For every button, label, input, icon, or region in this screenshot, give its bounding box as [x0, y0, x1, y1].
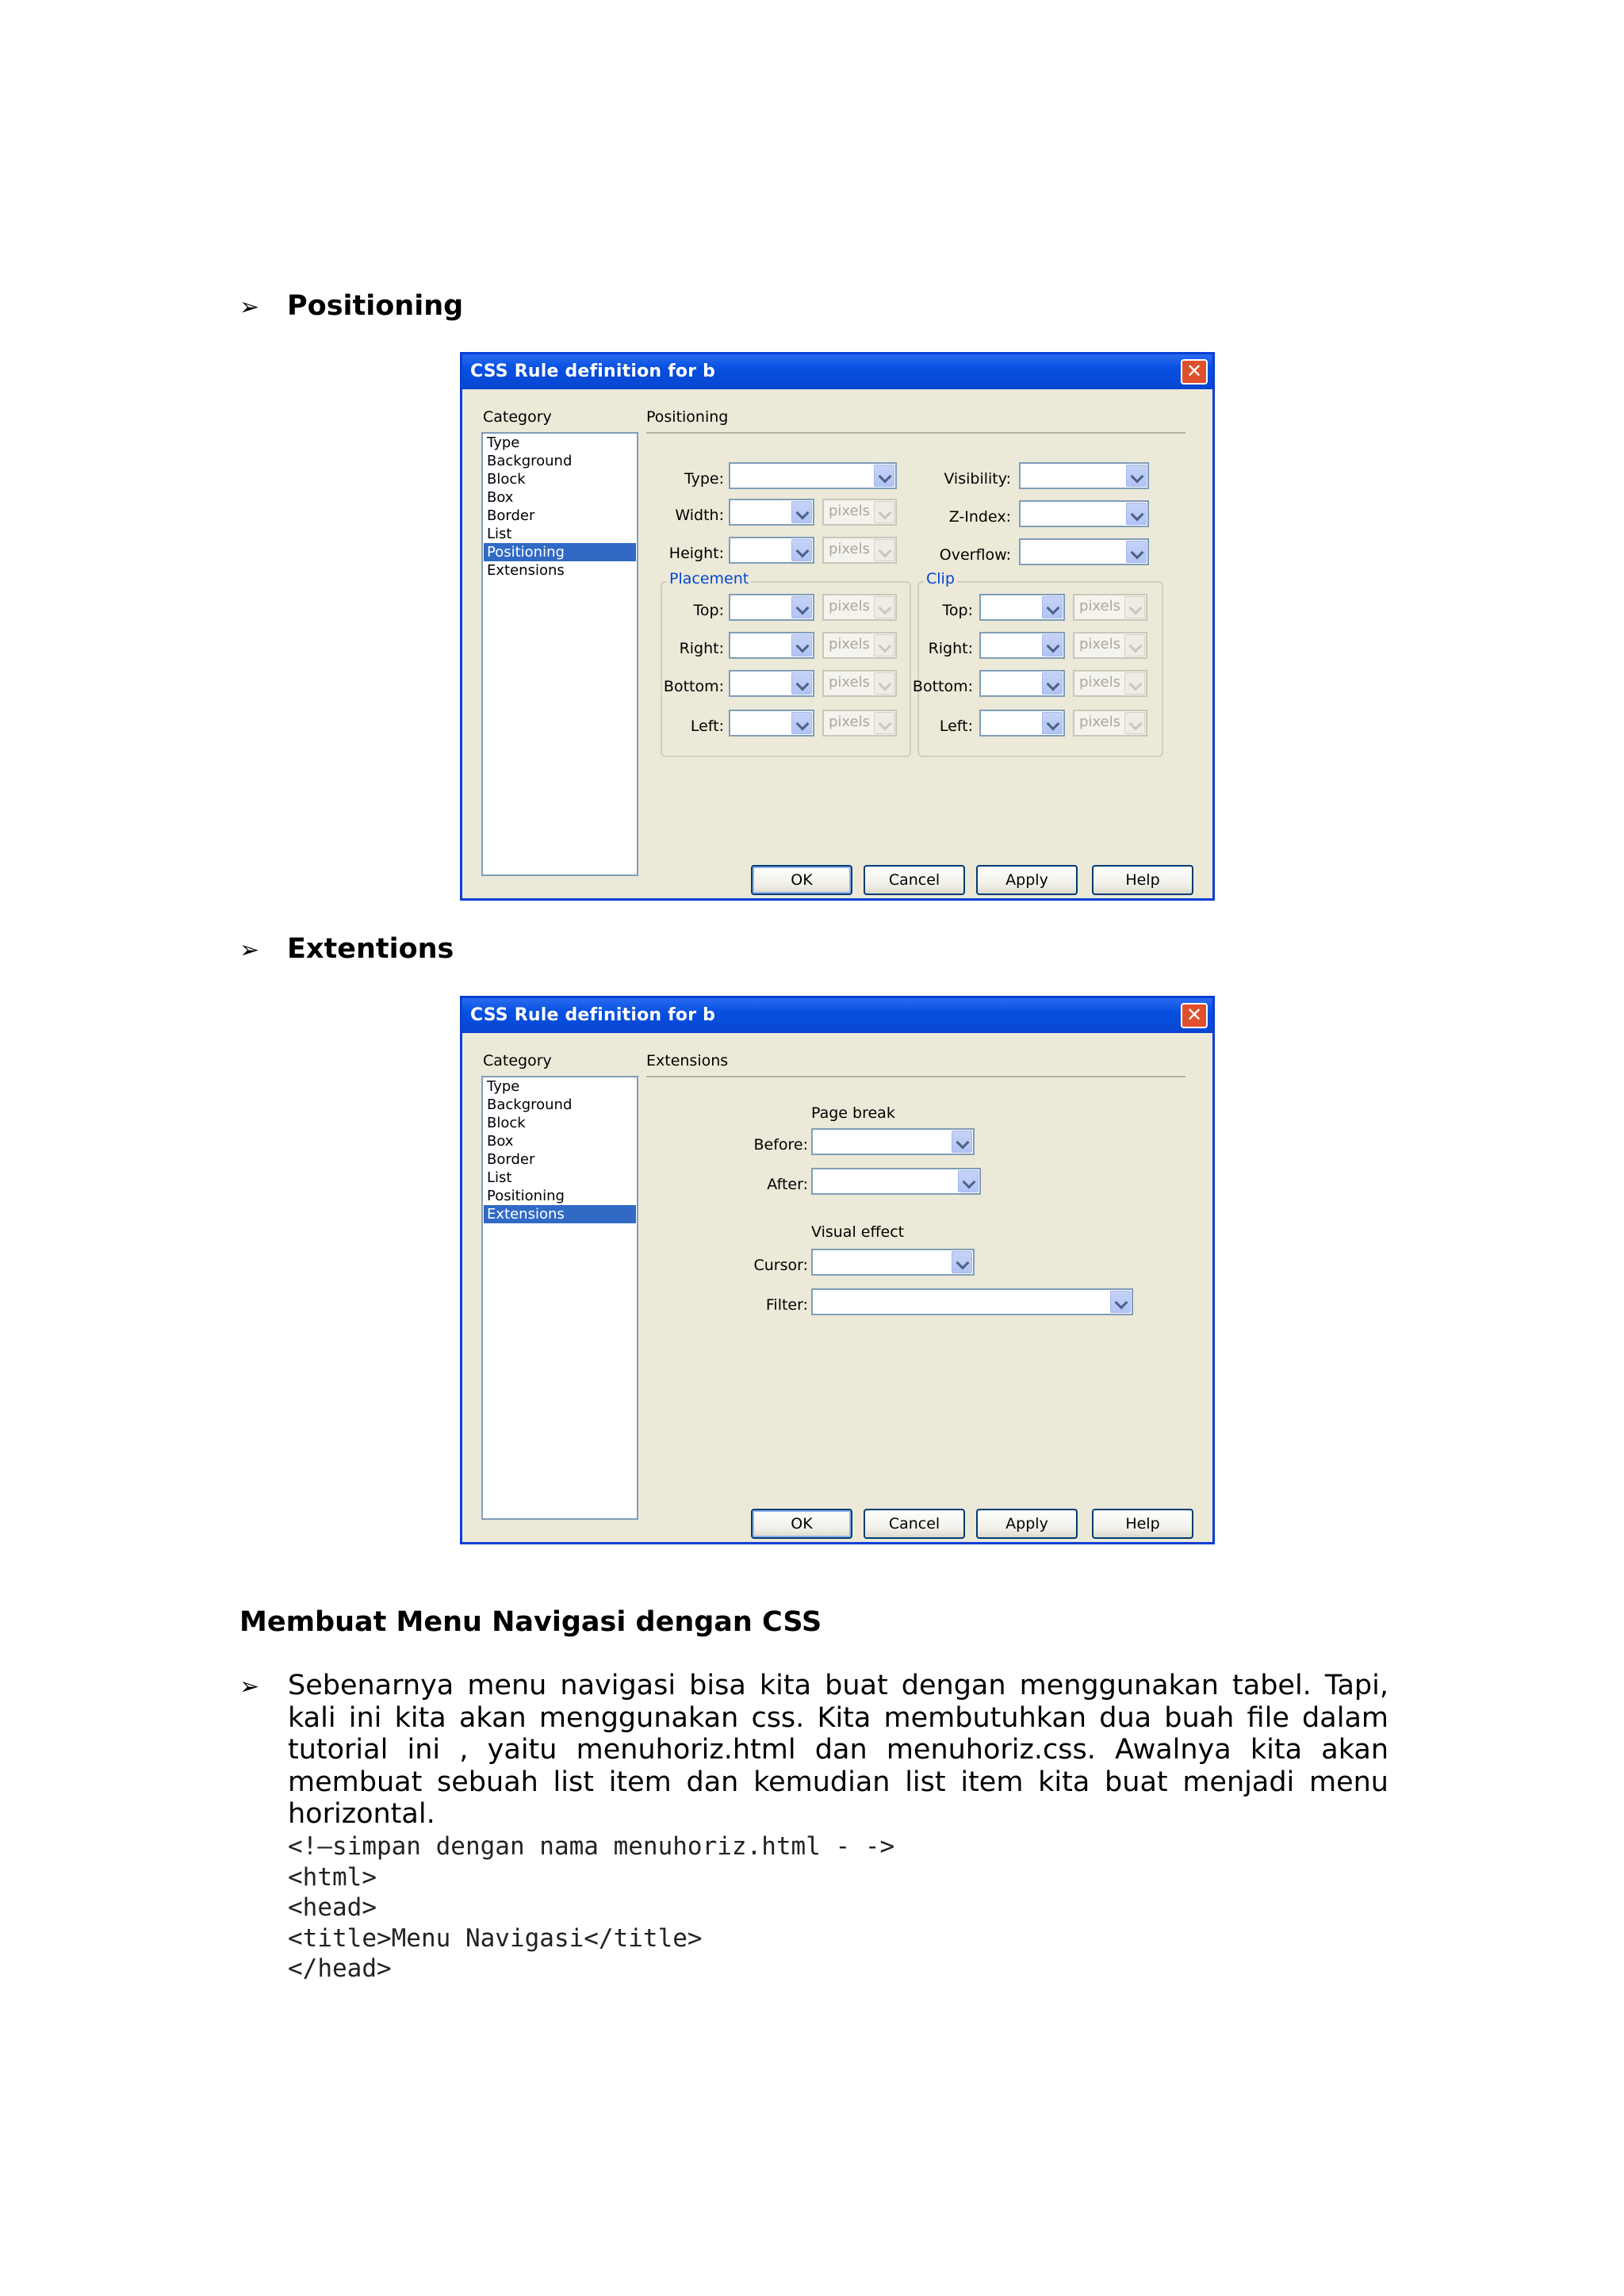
section-divider [646, 432, 1185, 434]
width-unit-select [822, 499, 897, 526]
chevron-down-icon [874, 672, 894, 695]
category-item-box[interactable]: Box [487, 489, 514, 506]
bullet-arrow-icon: ➢ [239, 1673, 260, 1701]
filter-select[interactable] [811, 1288, 1133, 1315]
before-select[interactable] [811, 1128, 975, 1155]
code-line: <title>Menu Navigasi</title> [288, 1923, 703, 1953]
clip-left-unit [1073, 710, 1147, 737]
clip-top-select[interactable] [979, 594, 1065, 621]
clip-right-select[interactable] [979, 632, 1065, 659]
chevron-down-icon[interactable] [1110, 1291, 1131, 1313]
overflow-label: Overflow: [939, 546, 1011, 564]
chevron-down-icon[interactable] [791, 596, 812, 618]
overflow-select[interactable] [1019, 538, 1149, 565]
code-line: <!—simpan dengan nama menuhoriz.html - -> [288, 1832, 895, 1861]
after-label: After: [767, 1176, 808, 1193]
unit-text: pixels [1079, 636, 1120, 652]
code-line: <html> [288, 1862, 377, 1892]
chevron-down-icon [1124, 596, 1145, 618]
chevron-down-icon[interactable] [874, 465, 894, 487]
apply-button[interactable]: Apply [976, 1509, 1078, 1539]
placement-bottom-label: Bottom: [663, 678, 724, 695]
chevron-down-icon [1124, 712, 1145, 734]
category-item-extensions[interactable]: Extensions [487, 562, 565, 579]
after-select[interactable] [811, 1168, 981, 1195]
code-line: </head> [288, 1954, 392, 1983]
section-title: Extentions [287, 933, 454, 965]
chevron-down-icon[interactable] [791, 539, 812, 561]
cursor-select[interactable] [811, 1249, 975, 1276]
placement-left-select[interactable] [729, 710, 814, 737]
section-heading-extentions [239, 933, 454, 965]
chevron-down-icon [874, 501, 894, 523]
body-paragraph: Sebenarnya menu navigasi bisa kita buat dengan menggunakan tabel. Tapi, kali ini kita akan menggunakan css. Kita membutuhkan dua buah file dalam tutorial ini , yaitu menuhoriz.html dan menuhoriz.css. Awalnya kita akan membuat sebuah list item dan kemudian list item kita buat menjadi menu horizontal. [288, 1670, 1388, 1830]
category-item-block[interactable]: Block [487, 1115, 526, 1131]
placement-top-select[interactable] [729, 594, 814, 621]
chevron-down-icon[interactable] [1042, 672, 1063, 695]
chevron-down-icon [874, 712, 894, 734]
placement-bottom-unit [822, 670, 897, 697]
chevron-down-icon[interactable] [1126, 465, 1147, 487]
type-select[interactable] [729, 462, 897, 489]
bullet-arrow-icon: ➢ [239, 936, 260, 964]
zindex-select[interactable] [1019, 500, 1149, 527]
category-item-block[interactable]: Block [487, 471, 526, 488]
unit-text: pixels [829, 541, 870, 557]
clip-bottom-select[interactable] [979, 670, 1065, 697]
placement-top-unit [822, 594, 897, 621]
category-item-positioning[interactable]: Positioning [484, 543, 636, 561]
chevron-down-icon[interactable] [791, 501, 812, 523]
category-item-background[interactable]: Background [487, 1096, 573, 1113]
chevron-down-icon [1124, 672, 1145, 695]
clip-right-label: Right: [928, 640, 973, 657]
before-label: Before: [753, 1136, 808, 1154]
clip-bottom-label: Bottom: [912, 678, 973, 695]
close-icon[interactable]: ✕ [1181, 359, 1208, 385]
category-item-type[interactable]: Type [487, 434, 520, 451]
chevron-down-icon[interactable] [1126, 541, 1147, 563]
category-list[interactable] [481, 432, 638, 876]
unit-text: pixels [829, 674, 870, 691]
unit-text: pixels [1079, 714, 1120, 730]
css-rule-dialog-extensions [460, 996, 1215, 1544]
visibility-select[interactable] [1019, 462, 1149, 489]
chevron-down-icon[interactable] [791, 634, 812, 656]
chevron-down-icon[interactable] [1042, 712, 1063, 734]
placement-right-label: Right: [679, 640, 724, 657]
placement-left-unit [822, 710, 897, 737]
bullet-arrow-icon: ➢ [239, 293, 260, 321]
chevron-down-icon [874, 596, 894, 618]
chevron-down-icon[interactable] [952, 1131, 972, 1153]
filter-label: Filter: [765, 1296, 808, 1314]
category-list[interactable] [481, 1076, 638, 1520]
placement-top-label: Top: [693, 602, 724, 619]
width-select[interactable] [729, 499, 814, 526]
category-item-border[interactable]: Border [487, 507, 535, 524]
category-label: Category [483, 1052, 552, 1070]
chevron-down-icon[interactable] [952, 1251, 972, 1273]
dialog-title: CSS Rule definition for b [470, 362, 716, 381]
chevron-down-icon[interactable] [791, 712, 812, 734]
width-label: Width: [675, 507, 724, 524]
css-rule-dialog-positioning [460, 352, 1215, 901]
section-label: Positioning [646, 408, 729, 426]
category-item-extensions[interactable]: Extensions [484, 1205, 636, 1223]
category-item-list[interactable]: List [487, 1169, 512, 1186]
code-line: <head> [288, 1893, 377, 1922]
dialog-titlebar [462, 354, 1212, 389]
apply-button[interactable]: Apply [976, 865, 1078, 895]
placement-left-label: Left: [690, 718, 724, 735]
category-item-background[interactable]: Background [487, 453, 573, 469]
help-button[interactable]: Help [1092, 1509, 1193, 1539]
chevron-down-icon[interactable] [791, 672, 812, 695]
placement-label: Placement [667, 570, 751, 587]
visibility-label: Visibility: [944, 470, 1011, 488]
unit-text: pixels [829, 636, 870, 652]
height-unit-select [822, 537, 897, 564]
page-break-label: Page break [811, 1104, 895, 1122]
category-item-positioning[interactable]: Positioning [487, 1188, 565, 1204]
category-label: Category [483, 408, 552, 426]
clip-right-unit [1073, 632, 1147, 659]
clip-top-label: Top: [942, 602, 973, 619]
section-divider [646, 1076, 1185, 1077]
section-title: Positioning [287, 290, 464, 322]
help-button[interactable]: Help [1092, 865, 1193, 895]
visual-effect-label: Visual effect [811, 1223, 905, 1241]
cancel-button[interactable]: Cancel [864, 1509, 965, 1539]
clip-left-select[interactable] [979, 710, 1065, 737]
clip-bottom-unit [1073, 670, 1147, 697]
ok-button[interactable]: OK [751, 865, 852, 895]
clip-label: Clip [924, 570, 957, 587]
clip-left-label: Left: [939, 718, 973, 735]
page-heading: Membuat Menu Navigasi dengan CSS [239, 1606, 822, 1638]
close-icon[interactable]: ✕ [1181, 1003, 1208, 1028]
category-item-box[interactable]: Box [487, 1133, 514, 1150]
chevron-down-icon[interactable] [1126, 503, 1147, 525]
unit-text: pixels [829, 503, 870, 519]
category-item-type[interactable]: Type [487, 1078, 520, 1095]
chevron-down-icon[interactable] [1042, 634, 1063, 656]
zindex-label: Z-Index: [948, 508, 1011, 526]
chevron-down-icon [1124, 634, 1145, 656]
dialog-title: CSS Rule definition for b [470, 1005, 716, 1025]
placement-bottom-select[interactable] [729, 670, 814, 697]
placement-right-select[interactable] [729, 632, 814, 659]
unit-text: pixels [1079, 598, 1120, 614]
section-label: Extensions [646, 1052, 729, 1070]
unit-text: pixels [829, 598, 870, 614]
cursor-label: Cursor: [753, 1257, 808, 1274]
category-item-list[interactable]: List [487, 526, 512, 542]
chevron-down-icon [874, 634, 894, 656]
chevron-down-icon[interactable] [1042, 596, 1063, 618]
chevron-down-icon[interactable] [958, 1170, 979, 1192]
ok-button[interactable]: OK [751, 1509, 852, 1539]
height-select[interactable] [729, 537, 814, 564]
code-block [288, 1831, 894, 1984]
unit-text: pixels [1079, 674, 1120, 691]
dialog-titlebar [462, 998, 1212, 1033]
unit-text: pixels [829, 714, 870, 730]
type-label: Type: [684, 470, 724, 488]
category-item-border[interactable]: Border [487, 1151, 535, 1168]
section-heading-positioning [239, 290, 463, 322]
chevron-down-icon [874, 539, 894, 561]
height-label: Height: [668, 545, 724, 562]
placement-right-unit [822, 632, 897, 659]
clip-top-unit [1073, 594, 1147, 621]
cancel-button[interactable]: Cancel [864, 865, 965, 895]
